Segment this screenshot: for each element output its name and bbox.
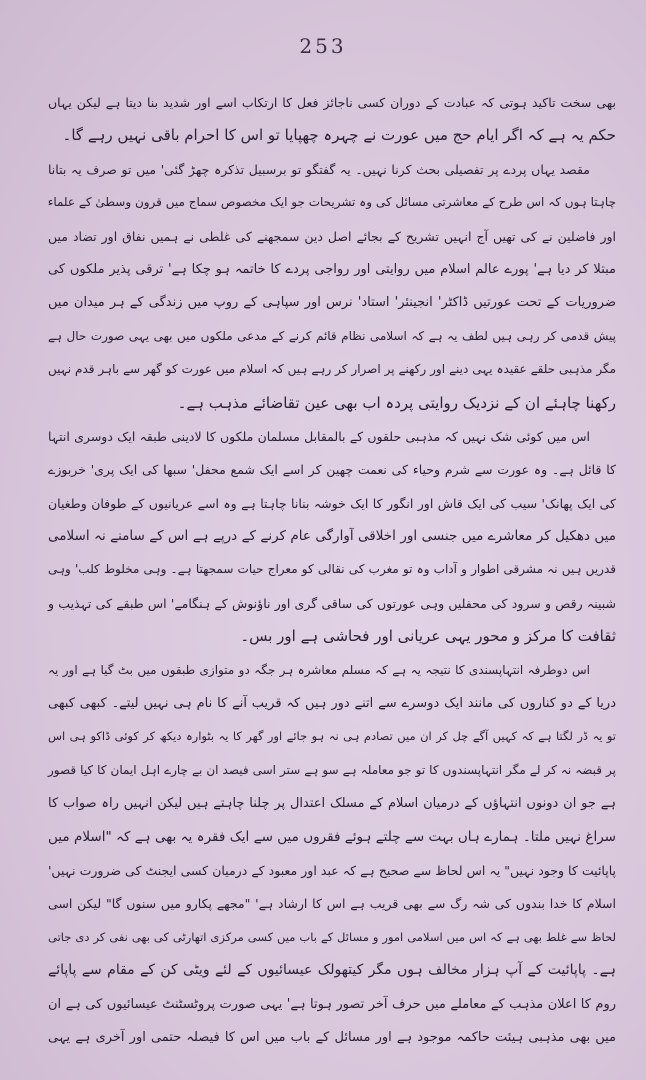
text-line: دریا کے دو کناروں کی مانند ایک دوسرے سے اتنے دور ہیں کہ قریب آنے کا نام ہی نہیں لیتے۔ کبھی کبھی: [48, 696, 616, 712]
body-text: [48, 86, 616, 1054]
text-line: مقصد یہاں پردے پر تفصیلی بحث کرنا نہیں۔ یہ گفتگو تو برسبیل تذکرہ چھڑ گئی' میں تو صرف یہ بتانا: [48, 161, 590, 177]
text-line: اور فاضلین نے کی تھیں آج انہیں تشریح کے بجائے اصل دین سمجھنے کی غلطی نے ہمیں نفاق اور تضاد میں: [48, 228, 616, 244]
text-line: مبتلا کر دیا ہے' پورے عالم اسلام میں روایتی اور رواجی پردے کا خاتمہ ہو چکا ہے' ترقی پذیر ملکوں کی: [48, 261, 616, 277]
text-line: رکھنا چاہئے ان کے نزدیک روایتی پردہ اب بھی عین تقاضائے مذہب ہے۔: [177, 393, 616, 412]
text-line: ہے جو ان دونوں انتہاؤں کے درمیان اسلام کے مسلک اعتدال پر چلنا چاہتے ہیں لیکن انہیں راہ صواب کا: [48, 796, 616, 812]
text-line: قدریں ہیں نہ مشرقی اطوار و آداب وہ تو مغرب کی نقالی کو معراج حیات سمجھتا ہے۔ وہی مخلوط کلب' وہی: [48, 562, 616, 577]
text-line: میں دھکیل کر معاشرے میں جنسی اور اخلاقی آوارگی عام کرنے کے درپے ہے اس کے سامنے نہ اسلامی: [48, 528, 616, 545]
text-line: کی ایک پھانک' سیب کی ایک قاش اور انگور کا ایک خوشہ بنانا چاہتا ہے وہ اسے عریانیوں کے طوفان وطغیان: [48, 495, 616, 511]
page-number: 253: [299, 34, 347, 58]
paragraph: [48, 654, 616, 1055]
text-line: اس میں کوئی شک نہیں کہ مذہبی حلقوں کے بالمقابل مسلمان ملکوں کا لادینی طبقہ ایک دوسری انتہا: [48, 428, 590, 444]
text-line: ثقافت کا مرکز و محور یہی عریانی اور فحاشی ہے اور بس۔: [240, 627, 616, 646]
text-line: پر قبضہ نہ کر لے مگر انتہاپسندوں کا تو جو معاملہ ہے سو ہے ستر اسی فیصد ان بے چارے اہل ایمان کا کیا قصور: [48, 762, 616, 777]
text-line: کا قائل ہے۔ وہ عورت سے شرم وحیاء کی نعمت چھین کر اسے ایک شمع محفل' سبھا کی ایک پری' خربوزے: [48, 462, 616, 478]
text-line: لحاظ سے غلط بھی ہے کہ اس میں اسلامی امور و مسائل کے باب میں کسی مرکزی اتھارٹی کی بھی نفی کر دی جاتی: [48, 929, 616, 944]
text-line: پیش قدمی کر رہی ہیں لطف یہ ہے کہ اسلامی نظام قائم کرنے کے مدعی ملکوں میں بھی یہی صورت حال ہے: [48, 328, 616, 343]
text-line: اس دوطرفہ انتہاپسندی کا نتیجہ یہ ہے کہ مسلم معاشرہ ہر جگہ دو متوازی طبقوں میں بٹ گیا ہے اور یہ: [48, 662, 590, 677]
text-line: میں بھی مذہبی ہیئت حاکمہ موجود ہے اور مسائل کے باب میں اس کا فیصلہ حتمی اور آخری ہے یہی: [48, 1029, 616, 1045]
text-line: مگر مذہبی حلقے عقیدہ یہی دینے اور رکھنے پر اصرار کر رہے ہیں کہ اسلام میں عورت کو گھر سے باہر قدم نہیں: [48, 362, 616, 377]
paragraph: [48, 86, 616, 153]
text-line: روم کا اعلان مذہب کے معاملے میں حرف آخر تصور ہوتا ہے' یہی صورت پروٹسٹنٹ عیسائیوں کی ہے ان: [48, 996, 617, 1012]
paragraph: [48, 420, 616, 654]
text-line: پاپائیت کا وجود نہیں" یہ اس لحاظ سے صحیح ہے کہ عبد اور معبود کے درمیان کسی ایجنٹ کی ضرورت نہیں': [48, 862, 616, 878]
text-line: سراغ نہیں ملتا۔ ہمارے ہاں بہت سے چلتے ہوئے فقروں میں سے ایک فقرہ یہ بھی ہے کہ "اسلام میں: [48, 828, 616, 845]
text-line: ہے۔ پاپائیت کے آپ ہزار مخالف ہوں مگر کیتھولک عیسائیوں کے لئے ویٹی کن کے مقام سے پاپائے: [48, 962, 616, 979]
text-line: اسلام کا خدا بندوں کی شہ رگ سے بھی قریب ہے اس کا ارشاد ہے' "مجھے پکارو میں سنوں گا" لیکن اسی: [48, 896, 616, 912]
paragraph: [48, 153, 616, 420]
text-line: چاہتا ہوں کہ اس طرح کے معاشرتی مسائل کی وہ تشریحات جو ایک مخصوص سماج میں قرون وسطیٰ کے علماء: [47, 195, 616, 210]
text-line: تو یہ ڈر لگتا ہے کہ کہیں آگے چل کر ان میں تصادم ہی نہ ہو جائے اور گھر کا یہ بٹوارہ دیکھ کر کوئی ڈاکو ہی اس: [48, 729, 616, 744]
text-line: بھی سخت تاکید ہوتی کہ عبادت کے دوران کسی ناجائز فعل کا ارتکاب اسے اور شدید بنا دیتا ہے لیکن یہاں: [48, 95, 616, 110]
text-line: حکم یہ ہے کہ اگر ایام حج میں عورت نے چہرہ چھپایا تو اس کا احرام باقی نہیں رہے گا۔: [62, 126, 616, 145]
text-line: ضروریات کے تحت عورتیں ڈاکٹر' انجینئر' استاد' نرس اور سپاہی کے روپ میں زندگی کے ہر میدان میں: [48, 295, 616, 311]
text-line: شبینہ رقص و سرود کی محفلیں وہی عورتوں کی ساقی گری اور ناؤنوش کے ہنگامے' اس طبقے کی تہذیب و: [48, 595, 616, 611]
